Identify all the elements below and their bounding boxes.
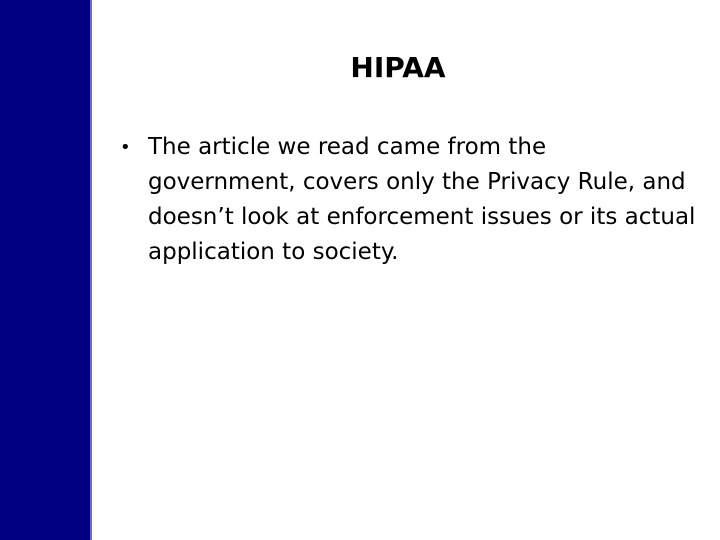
bullet-item xyxy=(120,130,700,270)
side-accent-bar xyxy=(0,0,90,540)
slide-title: HIPAA xyxy=(350,51,446,84)
bullet-text: The article we read came from the government, covers only the Privacy Rule, and doesn’t look at enforcement issues or its actual application to society. xyxy=(148,134,696,265)
bullet-list xyxy=(120,130,700,270)
bullet-marker-icon: • xyxy=(120,137,131,158)
side-bar-edge xyxy=(90,0,92,540)
